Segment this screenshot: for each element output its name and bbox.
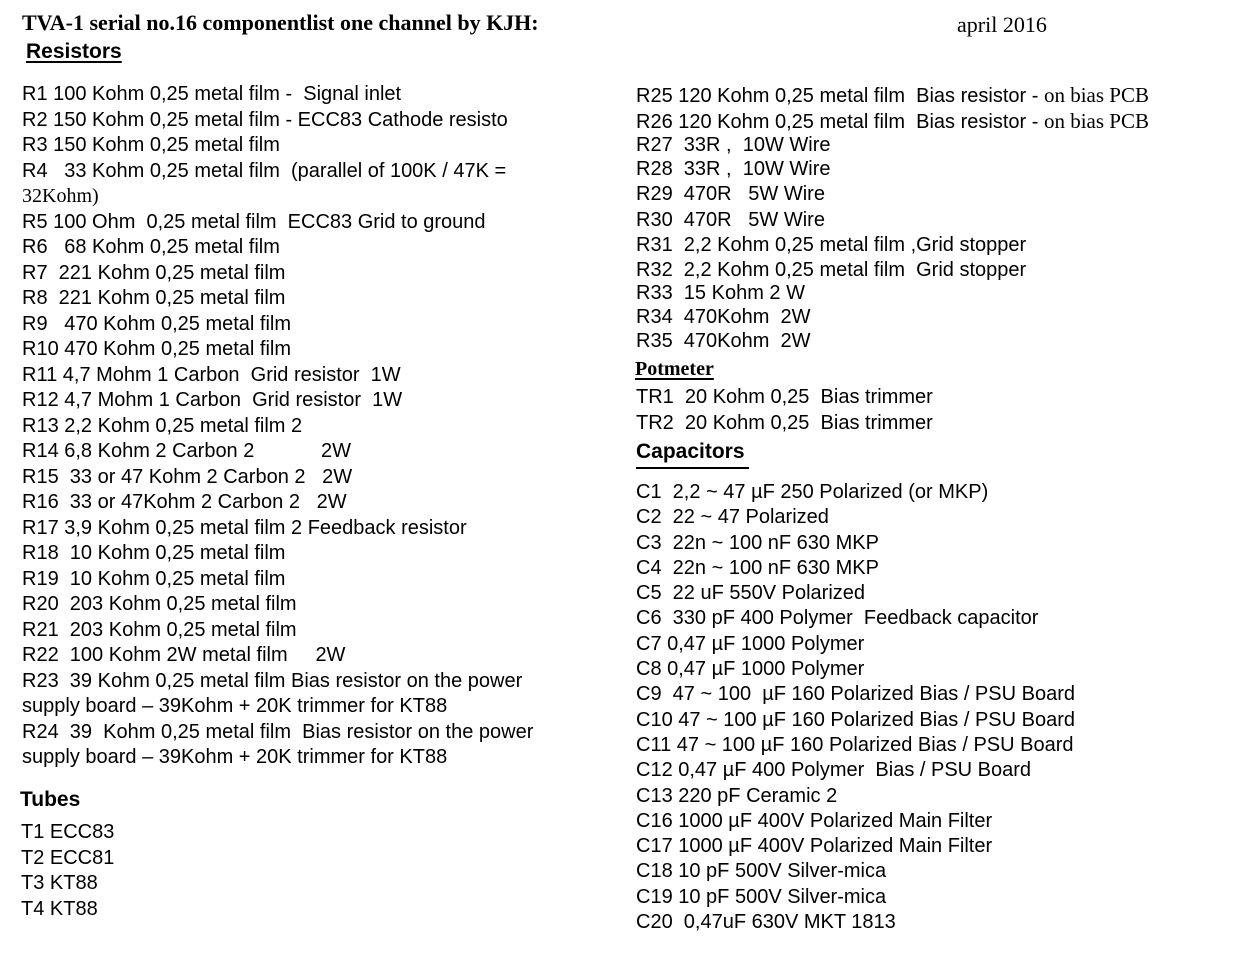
- document-date: april 2016: [957, 12, 1047, 37]
- list-item: R2 150 Kohm 0,25 metal film - ECC83 Cathode resisto: [22, 108, 508, 131]
- list-item: [636, 305, 1149, 329]
- list-item: R4 33 Kohm 0,25 metal film (parallel of 100K / 47K =: [22, 159, 507, 182]
- list-item: C20 0,47uF 630V MKT 1813: [636, 911, 896, 934]
- list-item-main: R25 120 Kohm 0,25 metal film Bias resistor -: [636, 85, 1044, 107]
- list-item: R5 100 Ohm 0,25 metal film ECC83 Grid to ground: [22, 210, 486, 233]
- list-item: C3 22n ~ 100 nF 630 MKP: [636, 531, 879, 554]
- list-item-main: R35 470Kohm 2W: [636, 330, 811, 353]
- list-item: R21 203 Kohm 0,25 metal film: [22, 618, 297, 641]
- resistors-right-list: [636, 82, 1149, 353]
- capacitors-list: [636, 480, 1075, 935]
- list-item: R24 39 Kohm 0,25 metal film Bias resistor on the power: [22, 720, 534, 743]
- list-item: R20 203 Kohm 0,25 metal film: [22, 593, 297, 615]
- list-item: C18 10 pF 500V Silver-mica: [636, 860, 887, 883]
- list-item: T2 ECC81: [21, 846, 115, 869]
- list-item-main: R30 470R 5W Wire: [636, 209, 825, 232]
- list-item: T3 KT88: [21, 872, 98, 894]
- list-item: [636, 82, 1149, 108]
- list-item: T1 ECC83: [21, 821, 115, 843]
- list-item: R16 33 or 47Kohm 2 Carbon 2 2W: [22, 491, 347, 513]
- list-item: supply board – 39Kohm + 20K trimmer for KT88: [22, 746, 448, 768]
- potmeter-list: [636, 385, 933, 436]
- list-item: T4 KT88: [21, 897, 98, 920]
- list-item: supply board – 39Kohm + 20K trimmer for KT88: [22, 695, 448, 717]
- list-item-main: R34 470Kohm 2W: [636, 306, 811, 329]
- list-item: R3 150 Kohm 0,25 metal film: [22, 134, 280, 156]
- list-item: C11 47 ~ 100 µF 160 Polarized Bias / PSU Board: [636, 733, 1074, 756]
- list-item: C13 220 pF Ceramic 2: [636, 784, 838, 807]
- list-item: [636, 108, 1149, 134]
- list-item: C7 0,47 µF 1000 Polymer: [636, 632, 865, 655]
- list-item: TR1 20 Kohm 0,25 Bias trimmer: [636, 386, 933, 408]
- list-item: R19 10 Kohm 0,25 metal film: [22, 567, 286, 590]
- list-item: C9 47 ~ 100 µF 160 Polarized Bias / PSU Board: [636, 683, 1075, 706]
- tubes-list: [21, 820, 114, 922]
- list-item-main: R32 2,2 Kohm 0,25 metal film Grid stopper: [636, 259, 1027, 282]
- list-item: [636, 134, 1149, 158]
- list-item: R18 10 Kohm 0,25 metal film: [22, 542, 286, 564]
- capacitors-heading: Capacitors: [636, 440, 749, 469]
- list-item-note: on bias PCB: [1043, 109, 1149, 133]
- list-item: [636, 181, 1149, 207]
- list-item: C17 1000 µF 400V Polarized Main Filter: [636, 835, 993, 858]
- list-item: C1 2,2 ~ 47 µF 250 Polarized (or MKP): [636, 481, 989, 503]
- list-item: R22 100 Kohm 2W metal film 2W: [22, 644, 346, 666]
- list-item: C10 47 ~ 100 µF 160 Polarized Bias / PSU Board: [636, 708, 1075, 731]
- list-item-main: R26 120 Kohm 0,25 metal film Bias resistor -: [636, 111, 1044, 133]
- list-item: R12 4,7 Mohm 1 Carbon Grid resistor 1W: [22, 389, 403, 411]
- list-item-main: R28 33R , 10W Wire: [636, 157, 831, 180]
- list-item: [636, 258, 1149, 282]
- list-item: C4 22n ~ 100 nF 630 MKP: [636, 556, 879, 579]
- list-item: R6 68 Kohm 0,25 metal film: [22, 236, 280, 258]
- list-item-note: on bias PCB: [1043, 83, 1149, 107]
- list-item: C12 0,47 µF 400 Polymer Bias / PSU Board: [636, 759, 1032, 782]
- list-item: C16 1000 µF 400V Polarized Main Filter: [636, 809, 993, 832]
- tubes-heading: Tubes: [20, 788, 81, 811]
- list-item: [636, 207, 1149, 233]
- list-item: R1 100 Kohm 0,25 metal film - Signal inlet: [22, 83, 402, 105]
- list-item-main: R29 470R 5W Wire: [636, 183, 825, 206]
- list-item-main: R33 15 Kohm 2 W: [636, 282, 805, 305]
- document-title: TVA-1 serial no.16 componentlist one channel by KJH:: [22, 10, 539, 35]
- list-item: C2 22 ~ 47 Polarized: [636, 506, 829, 529]
- list-item: [636, 282, 1149, 305]
- list-item: C6 330 pF 400 Polymer Feedback capacitor: [636, 607, 1039, 630]
- list-item: R9 470 Kohm 0,25 metal film: [22, 312, 292, 335]
- list-item: R15 33 or 47 Kohm 2 Carbon 2 2W: [22, 465, 353, 488]
- list-item: [636, 233, 1149, 258]
- list-item: 32Kohm): [22, 185, 99, 207]
- list-item: R17 3,9 Kohm 0,25 metal film 2 Feedback resistor: [22, 516, 467, 539]
- list-item: R7 221 Kohm 0,25 metal film: [22, 261, 286, 284]
- list-item: C8 0,47 µF 1000 Polymer: [636, 658, 865, 681]
- resistors-heading: Resistors: [26, 40, 122, 63]
- list-item: TR2 20 Kohm 0,25 Bias trimmer: [636, 411, 933, 434]
- list-item: R8 221 Kohm 0,25 metal film: [22, 287, 286, 309]
- list-item: R13 2,2 Kohm 0,25 metal film 2: [22, 414, 303, 437]
- potmeter-heading: Potmeter: [635, 358, 714, 380]
- list-item: C5 22 uF 550V Polarized: [636, 582, 866, 605]
- list-item: C19 10 pF 500V Silver-mica: [636, 885, 887, 908]
- resistors-left-list: [22, 82, 533, 771]
- list-item-main: R27 33R , 10W Wire: [636, 134, 831, 156]
- list-item: R23 39 Kohm 0,25 metal film Bias resistor on the power: [22, 669, 523, 692]
- list-item: R11 4,7 Mohm 1 Carbon Grid resistor 1W: [22, 363, 401, 386]
- list-item: [636, 158, 1149, 182]
- list-item-main: R31 2,2 Kohm 0,25 metal film ,Grid stopper: [636, 234, 1027, 257]
- list-item: R14 6,8 Kohm 2 Carbon 2 2W: [22, 440, 352, 462]
- list-item: R10 470 Kohm 0,25 metal film: [22, 338, 292, 360]
- list-item: [636, 329, 1149, 353]
